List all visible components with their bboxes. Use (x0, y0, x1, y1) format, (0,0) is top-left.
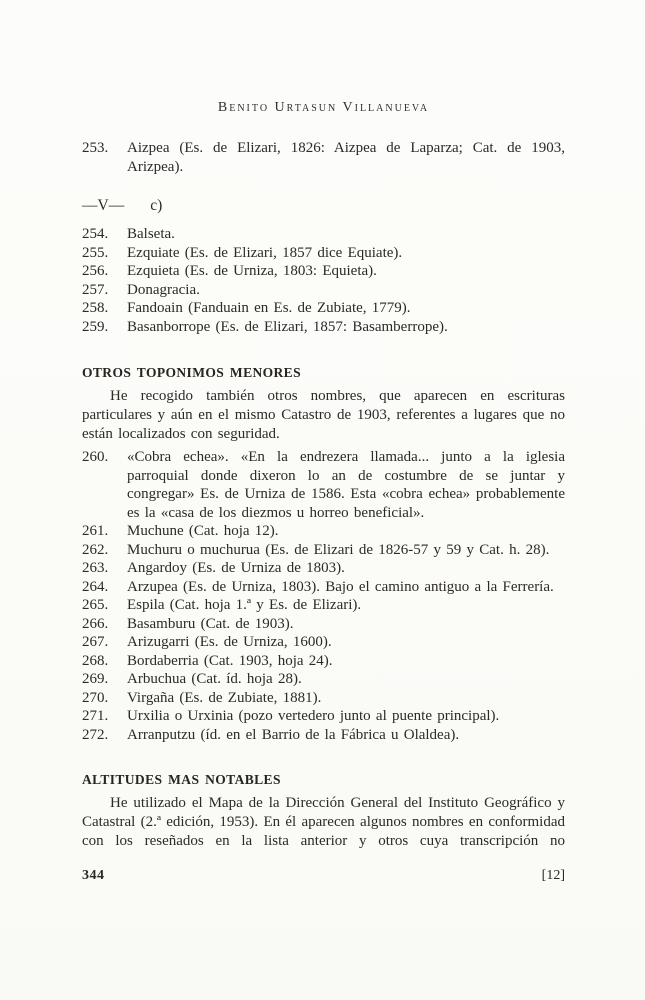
item-number: 253. (82, 140, 109, 156)
page-footer (82, 867, 565, 884)
item-text: Arranputzu (íd. en el Barrio de la Fábrica u Olaldea). (127, 726, 460, 743)
list-item (82, 541, 565, 560)
item-number: 271. (82, 708, 109, 725)
item-text: Arizugarri (Es. de Urniza, 1600). (127, 634, 332, 651)
item-number: 258. (82, 300, 109, 316)
list-item (82, 615, 565, 634)
item-text: Arzupea (Es. de Urniza, 1803). Bajo el camino antiguo a la Ferrería. (127, 578, 554, 595)
list-item (82, 281, 565, 300)
item-number: 266. (82, 615, 109, 632)
list-item (82, 652, 565, 671)
item-number: 254. (82, 226, 109, 242)
list-item (82, 707, 565, 726)
item-text: Angardoy (Es. de Urniza de 1803). (127, 560, 345, 577)
item-text: Bordaberria (Cat. 1903, hoja 24). (127, 652, 333, 669)
list-item (82, 726, 565, 745)
footer-page-number: 344 (82, 867, 105, 883)
item-text: Basanborrope (Es. de Elizari, 1857: Basamberrope). (127, 318, 448, 335)
item-number: 260. (82, 449, 109, 466)
item-number: 268. (82, 652, 109, 669)
item-number: 267. (82, 634, 109, 651)
otros-toponimos-paragraph: He recogido también otros nombres, que aparecen en escrituras particulares y aún en el mismo Catastro de 1903, referentes a lugares que no están localizados con seguridad. (82, 388, 565, 442)
item-number: 257. (82, 281, 109, 298)
list-item (82, 559, 565, 578)
item-number: 255. (82, 244, 109, 261)
list-item (82, 522, 565, 541)
item-number: 262. (82, 541, 109, 558)
item-number: 272. (82, 726, 109, 743)
list-item (82, 299, 565, 318)
running-header: Benito Urtasun Villanueva (217, 100, 430, 115)
section-heading-otros-toponimos: OTROS TOPONIMOS MENORES (82, 365, 301, 380)
list-item (82, 689, 565, 708)
v-dash-label: —V— (82, 197, 125, 214)
item-text: Ezquieta (Es. de Urniza, 1803: Equieta). (127, 263, 377, 279)
list-item (82, 262, 565, 281)
item-number: 261. (82, 523, 109, 540)
section-heading-altitudes: ALTITUDES MAS NOTABLES (82, 772, 281, 788)
item-text: Donagracia. (127, 281, 200, 298)
toponym-list-otros (82, 448, 565, 744)
footer-bracket-number: [12] (541, 867, 565, 883)
item-text: Urxilia o Urxinia (pozo vertedero junto al puente principal). (127, 708, 500, 725)
item-text: Arbuchua (Cat. íd. hoja 28). (127, 671, 302, 688)
item-number: 265. (82, 597, 109, 614)
list-item (82, 596, 565, 615)
toponym-list-intro (82, 139, 565, 176)
item-text: Muchuru o muchurua (Es. de Elizari de 1826-57 y 59 y Cat. h. 28). (127, 541, 550, 558)
list-item (82, 139, 565, 176)
item-text: Virgaña (Es. de Zubiate, 1881). (127, 689, 322, 706)
list-item (82, 633, 565, 652)
item-text: Espila (Cat. hoja 1.ª y Es. de Elizari). (127, 597, 362, 614)
list-item (82, 448, 565, 522)
list-item (82, 225, 565, 244)
item-number: 259. (82, 318, 109, 335)
item-number: 270. (82, 689, 109, 706)
item-text: Ezquiate (Es. de Elizari, 1857 dice Equiate). (127, 244, 403, 261)
item-number: 264. (82, 578, 109, 595)
item-text: Balseta. (127, 226, 175, 242)
item-text: «Cobra echea». «En la endrezera llamada... junto a la iglesia parroquial donde dixeron lo an de costumbre de se juntar y congregar» Es. de Urniza de 1586. Esta «cobra echea» probablemente es la «casa de los diezmos u horreo beneficial». (127, 449, 565, 521)
altitudes-paragraph: He utilizado el Mapa de la Dirección General del Instituto Geográfico y Catastral (2.ª edición, 1953). En él aparecen algunos nombres en conformidad con los reseñados en la lista anterior y otros cuya transcripción no (82, 795, 565, 849)
item-text: Fandoain (Fanduain en Es. de Zubiate, 1779). (127, 300, 411, 316)
list-item (82, 670, 565, 689)
item-number: 256. (82, 263, 109, 279)
item-text: Muchune (Cat. hoja 12). (127, 523, 279, 540)
list-item (82, 578, 565, 597)
item-text: Aizpea (Es. de Elizari, 1826: Aizpea de Laparza; Cat. de 1903, Arizpea). (127, 140, 565, 175)
item-text: Basamburu (Cat. de 1903). (127, 615, 294, 632)
list-item (82, 318, 565, 337)
item-number: 269. (82, 671, 109, 688)
toponym-list-v (82, 225, 565, 336)
section-v-heading (82, 197, 565, 215)
v-sub-label: c) (150, 197, 163, 214)
list-item (82, 244, 565, 263)
item-number: 263. (82, 560, 109, 577)
